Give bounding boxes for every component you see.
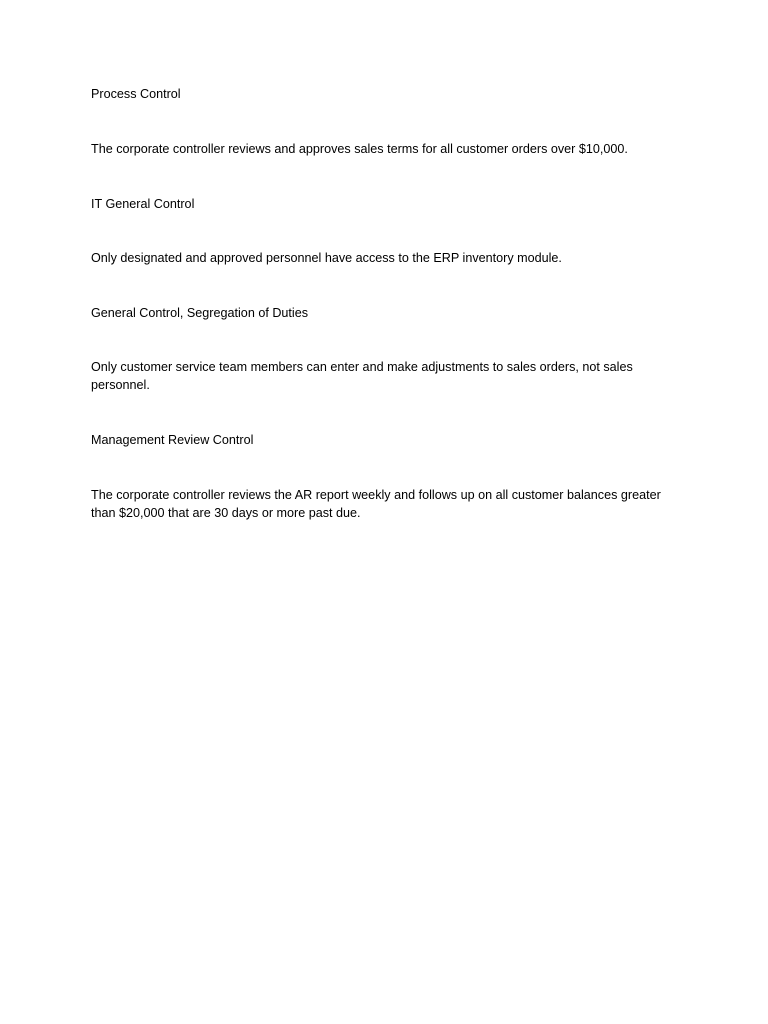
control-description-process: The corporate controller reviews and approves sales terms for all customer orders over $10,000. bbox=[91, 142, 628, 156]
control-type-heading-process: Process Control bbox=[91, 87, 181, 101]
control-description-segregation: Only customer service team members can enter and make adjustments to sales orders, not sales personnel. bbox=[91, 360, 633, 392]
control-type-heading-management-review: Management Review Control bbox=[91, 433, 254, 447]
control-description-management-review: The corporate controller reviews the AR report weekly and follows up on all customer balances greater than $20,000 that are 30 days or more past due. bbox=[91, 488, 661, 520]
control-type-heading-segregation: General Control, Segregation of Duties bbox=[91, 306, 309, 320]
control-type-heading-it-general: IT General Control bbox=[91, 197, 195, 211]
control-description-it-general: Only designated and approved personnel have access to the ERP inventory module. bbox=[91, 251, 562, 265]
